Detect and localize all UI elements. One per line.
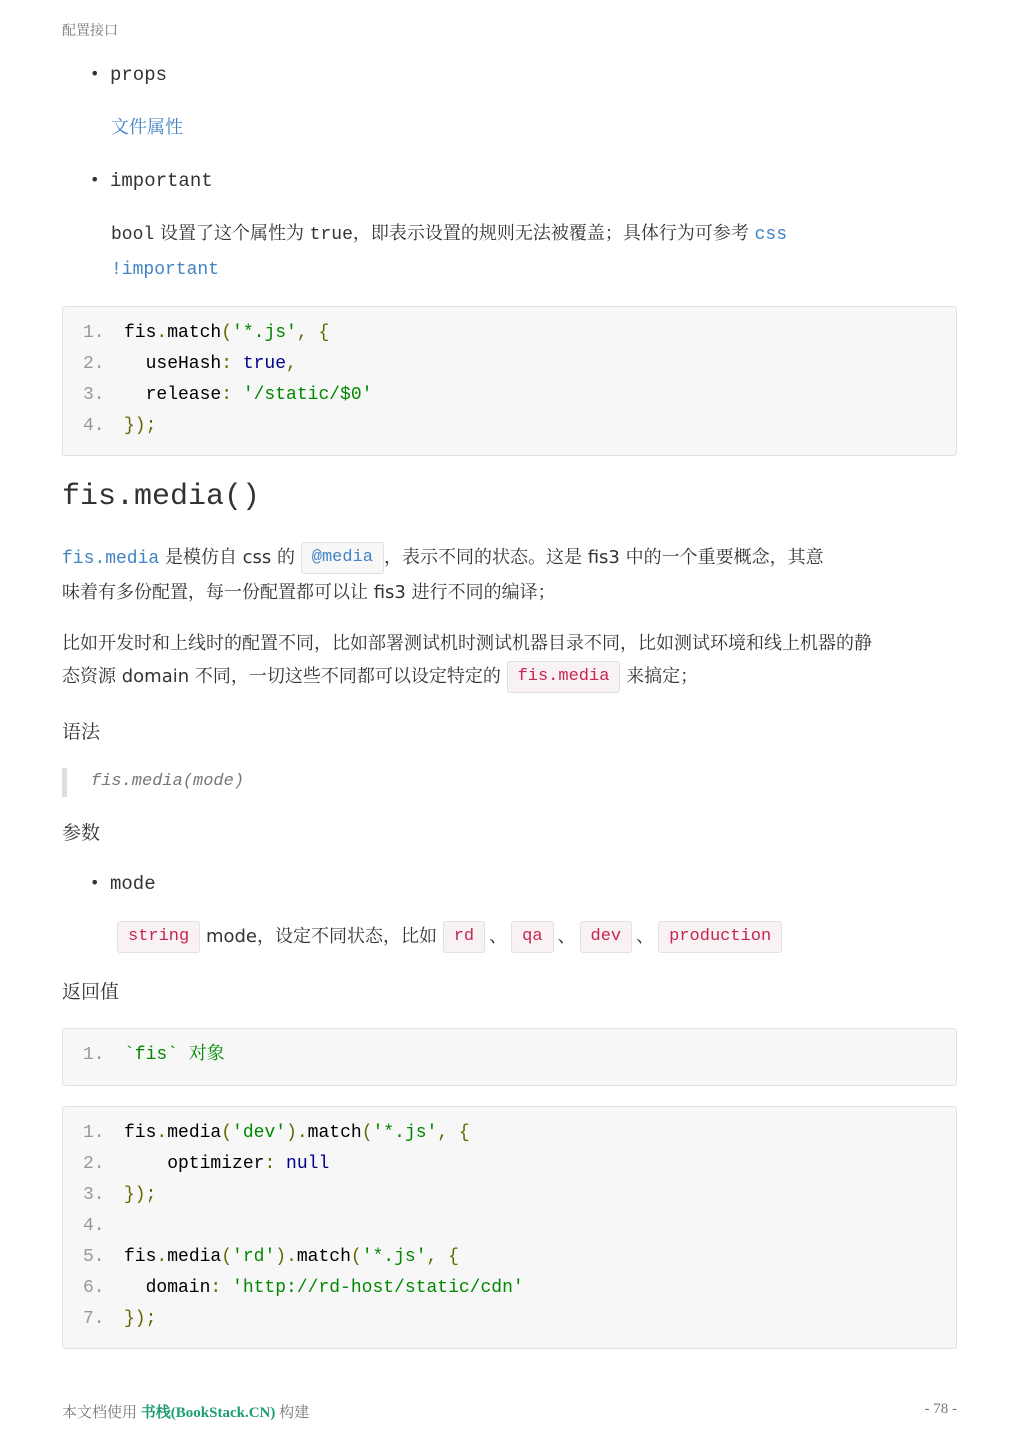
file-props-link[interactable]: 文件属性 — [111, 117, 183, 138]
separator: 、 — [489, 926, 508, 947]
line-number: 1. — [83, 1123, 105, 1143]
code-text: }); — [124, 1309, 157, 1329]
code-text: fis.match('*.js', { — [124, 323, 330, 343]
line-number: 6. — [83, 1278, 105, 1298]
line-number: 2. — [83, 354, 105, 374]
inline-code-qa: qa — [511, 921, 553, 953]
para-text: 态资源 domain 不同，一切这些不同都可以设定特定的 — [62, 666, 507, 687]
line-number: 3. — [83, 1185, 105, 1205]
page-footer — [62, 1401, 957, 1422]
code-block-media-example — [62, 1106, 957, 1349]
desc-text: mode，设定不同状态，比如 — [200, 926, 443, 947]
code-text: }); — [124, 1185, 157, 1205]
inline-code-rd: rd — [443, 921, 485, 953]
true-text: true — [309, 225, 353, 245]
code-text: `fis` 对象 — [124, 1045, 225, 1065]
link-text: !important — [111, 260, 220, 280]
type-text: bool — [111, 225, 155, 245]
footer-prefix: 本文档使用 — [62, 1405, 141, 1421]
line-number: 4. — [83, 1216, 105, 1236]
syntax-blockquote: fis.media(mode) — [62, 768, 244, 797]
code-text: domain: 'http://rd-host/static/cdn' — [124, 1278, 524, 1298]
mode-description — [117, 920, 957, 953]
param-name: mode — [110, 873, 156, 895]
return-label: 返回值 — [62, 981, 120, 1003]
para-text: 味着有多份配置，每一份配置都可以让 fis3 进行不同的编译； — [62, 582, 556, 603]
line-number: 1. — [83, 1045, 105, 1065]
line-number: 5. — [83, 1247, 105, 1267]
separator: 、 — [557, 926, 576, 947]
code-text: }); — [124, 416, 157, 436]
line-number: 7. — [83, 1309, 105, 1329]
para-text: ，表示不同的状态。这是 fis3 中的一个重要概念，其意 — [383, 547, 824, 568]
important-description — [111, 217, 957, 287]
para-text: 是模仿自 css 的 — [159, 547, 301, 568]
code-text: useHash: true, — [124, 354, 297, 374]
props-description — [111, 111, 183, 144]
list-item-props — [110, 64, 167, 86]
section-title: fis.media() — [62, 480, 261, 514]
code-block-match — [62, 306, 957, 456]
line-number: 2. — [83, 1154, 105, 1174]
params-label: 参数 — [62, 822, 101, 844]
desc-text: ，即表示设置的规则无法被覆盖；具体行为可参考 — [352, 223, 755, 244]
link-text: css — [754, 225, 788, 245]
code-text: fis.media('dev').match('*.js', { — [124, 1123, 470, 1143]
media-intro-paragraph — [62, 541, 957, 609]
code-text: release: '/static/$0' — [124, 385, 373, 405]
list-item-important — [110, 170, 213, 192]
media-usage-paragraph — [62, 627, 957, 693]
line-number: 4. — [83, 416, 105, 436]
inline-code-dev: dev — [580, 921, 633, 953]
footer-suffix: 构建 — [275, 1405, 310, 1421]
inline-code-fis-media: fis.media — [507, 661, 621, 693]
line-number: 1. — [83, 323, 105, 343]
list-item-mode — [110, 873, 156, 895]
code-text: optimizer: null — [124, 1154, 330, 1174]
param-name: important — [110, 170, 213, 192]
code-block-return — [62, 1028, 957, 1086]
para-text: 来搞定； — [620, 666, 699, 687]
fis-media-link[interactable]: fis.media — [62, 549, 160, 569]
line-number: 3. — [83, 385, 105, 405]
desc-text: 设置了这个属性为 — [154, 223, 310, 244]
para-text: 比如开发时和上线时的配置不同，比如部署测试机时测试机器目录不同，比如测试环境和线上机器的静 — [62, 633, 872, 654]
inline-code-string: string — [117, 921, 200, 953]
page-header: 配置接口 — [62, 23, 118, 39]
syntax-label: 语法 — [62, 721, 101, 743]
inline-code-production: production — [658, 921, 782, 953]
param-name: props — [110, 64, 168, 86]
bookstack-link[interactable]: 书栈(BookStack.CN) — [140, 1405, 276, 1421]
code-text: fis.media('rd').match('*.js', { — [124, 1247, 459, 1267]
page-number: - 78 - — [924, 1401, 957, 1417]
inline-code-media: @media — [301, 542, 384, 574]
separator: 、 — [636, 926, 655, 947]
